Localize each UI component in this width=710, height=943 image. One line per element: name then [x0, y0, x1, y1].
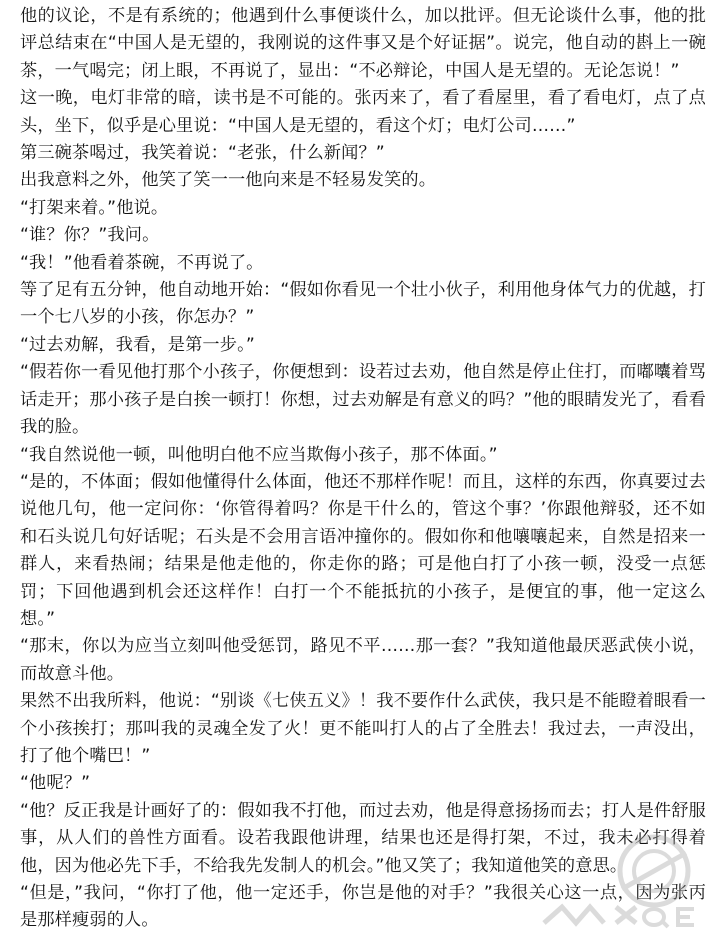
paragraph-1: 他的议论，不是有系统的；他遇到什么事便谈什么，加以批评。但无论谈什么事，他的批评总结束在“中国人是无望的，我刚说的这件事又是个好证据”。说完，他自动的斟上一碗茶，一气喝完；闭上眼，不再说了，显出：“不必辩论，中国人是无望的。无论怎说！” [20, 6, 706, 81]
paragraph-3: 第三碗茶喝过，我笑着说：“老张，什么新闻？” [20, 143, 385, 164]
paragraph-15: “他呢？” [20, 773, 91, 794]
paragraph-2: 这一晚，电灯非常的暗，读书是不可能的。张丙来了，看了看屋里，看了看电灯，点了点头，坐下，似乎是心里说：“中国人是无望的，看这个灯；电灯公司……” [20, 88, 706, 136]
paragraph-7: “我！”他看着茶碗，不再说了。 [20, 252, 264, 273]
paragraph-9: “过去劝解，我看，是第一步。” [20, 334, 255, 355]
document-body [20, 3, 706, 935]
paragraph-8: 等了足有五分钟，他自动地开始：“假如你看见一个壮小伙子，利用他身体气力的优越，打一个七八岁的小孩，你怎办？” [20, 280, 706, 328]
paragraph-16: “他？反正我是计画好了的：假如我不打他，而过去劝，他是得意扬扬而去；打人是件舒服事，从人们的兽性方面看。设若我跟他讲理，结果也还是得打架，不过，我未必打得着他，因为他必先下手，不给我先发制人的机会。”他又笑了；我知道他笑的意思。 [20, 800, 706, 876]
paragraph-17: “但是，”我问，“你打了他，他一定还手，你岂是他的对手？”我很关心这一点，因为张丙是那样瘦弱的人。 [20, 883, 706, 931]
paragraph-11: “我自然说他一顿，叫他明白他不应当欺侮小孩子，那不体面。” [20, 444, 498, 465]
paragraph-10: “假若你一看见他打那个小孩子，你便想到：设若过去劝，他自然是停止住打，而嘟囔着骂话走开；那小孩子是白挨一顿打！你想，过去劝解是有意义的吗？”他的眼睛发光了，看看我的脸。 [20, 362, 706, 438]
paragraph-12: “是的，不体面；假如他懂得什么体面，他还不那样作呢！而且，这样的东西，你真要过去说他几句，他一定问你：‘你管得着吗？你是干什么的，管这个事？’你跟他辩驳，还不如和石头说几句好话呢；石头是不会用言语冲撞你的。假如你和他嚷嚷起来，自然是招来一群人，来看热闹；结果是他走他的，你走你的路；可是他白打了小孩一顿，没受一点惩罚；下回他遇到机会还这样作！白打一个不能抵抗的小孩子，是便宜的事，他一定这么想。” [20, 471, 706, 629]
paragraph-13: “那末，你以为应当立刻叫他受惩罚，路见不平……那一套？”我知道他最厌恶武侠小说，而故意斗他。 [20, 636, 706, 684]
paragraph-5: “打架来着。”他说。 [20, 197, 169, 218]
paragraph-14: 果然不出我所料，他说：“别谈《七侠五义》！我不要作什么武侠，我只是不能瞪着眼看一个小孩挨打；那叫我的灵魂全发了火！更不能叫打人的占了全胜去！我过去，一声没出，打了他个嘴巴！” [20, 691, 706, 766]
paragraph-4: 出我意料之外，他笑了笑一一他向来是不轻易发笑的。 [20, 170, 437, 191]
paragraph-6: “谁？你？”我问。 [20, 225, 160, 246]
